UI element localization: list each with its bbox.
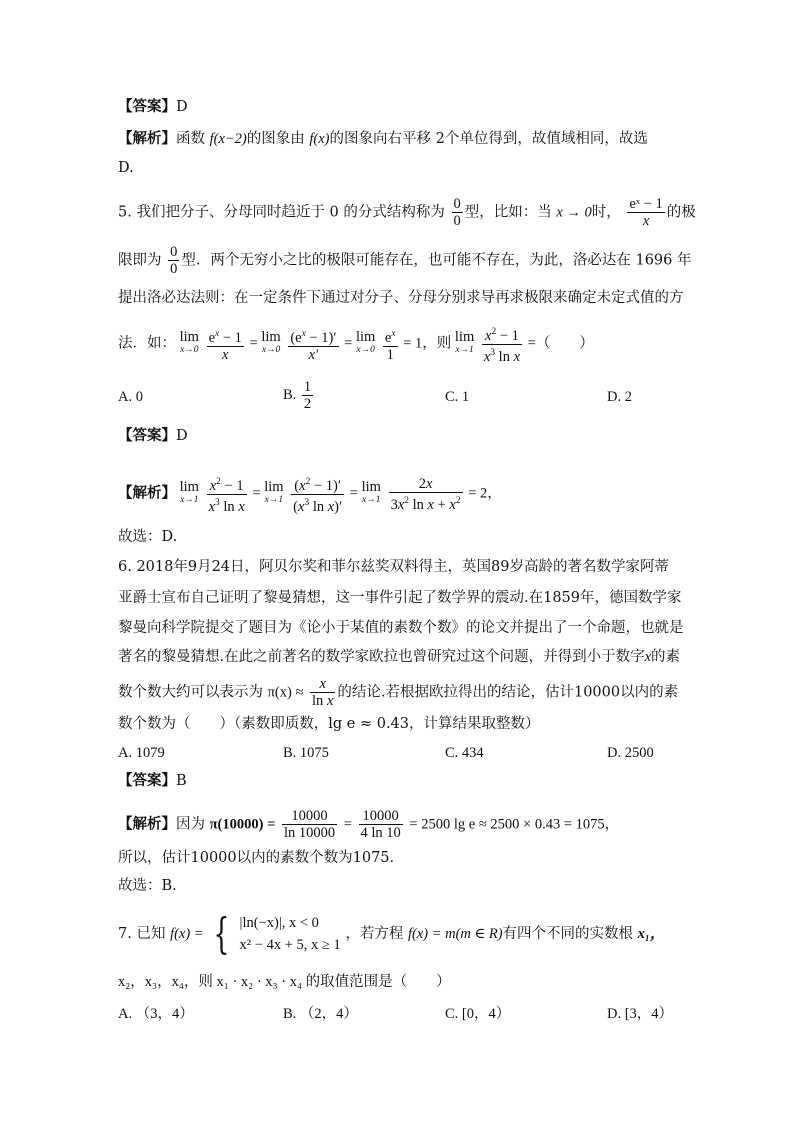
analysis-text: 的图象由 <box>246 131 305 147</box>
q5-conclusion: 故选：D. <box>118 529 178 545</box>
answer-value: B <box>176 773 187 789</box>
analysis-label: 【解析】 <box>118 131 176 147</box>
q7-option-a: A. （3，4） <box>118 1006 194 1022</box>
q6-analysis-line: 【解析】因为 π(10000) = $\frac{10000}{\ln 10000}$ = $\frac{10000}{4 \ln 10}$ = 2500 lg e ≈ 2500 × 0.43 = 1075， <box>118 808 620 841</box>
euler-fraction: $\frac{x}{\text{ln x}}$ <box>312 676 334 709</box>
function-expression: f(x) = <box>170 926 204 942</box>
question-text: =（ ） <box>527 335 594 352</box>
q4-analysis-tail: D. <box>118 160 134 176</box>
example-fraction <box>627 196 664 229</box>
q6-line5 <box>118 676 678 709</box>
fraction-numerator: 1 <box>303 379 312 395</box>
derivative-fraction: $\frac{(e^x - 1)'}{x'}$ <box>288 326 338 363</box>
q5-line2 <box>118 244 691 277</box>
piecewise-case: |ln(−x)|, x < 0 <box>239 915 319 931</box>
question-text: 数个数大约可以表示为 <box>118 684 263 701</box>
analysis-text: 函数 <box>176 131 205 147</box>
piecewise-case: x² − 4x + 5, x ≥ 1 <box>239 937 341 953</box>
q5-line1 <box>118 196 696 229</box>
question-text: 法．如： <box>118 335 176 352</box>
calc-fraction-1 <box>282 808 337 841</box>
q7-option-c: C. [0，4） <box>445 1006 511 1022</box>
analysis-text: 的图象向右平移 2个单位得到，故值域相同，故选 <box>329 131 648 147</box>
q6-line4 <box>118 647 680 667</box>
fraction-numerator: 0 <box>170 244 178 260</box>
question-text: 型，比如：当 <box>464 204 552 221</box>
fraction-denominator: 2 <box>303 396 312 412</box>
limit-operator: lim x→1 <box>264 479 284 506</box>
limit-operator: lim x→0 <box>355 329 376 356</box>
option-b-fraction <box>302 379 313 412</box>
q5-answer-line <box>118 426 188 446</box>
result-fraction: $\frac{2x}{3x^2 \ln x + x^2}$ <box>390 475 461 513</box>
fraction-denominator: ln 10000 <box>283 825 336 841</box>
q7-line2: x₂，x₃，x₄，则 x₁ · x₂ · x₃ · x₄ 的取值范围是（ ） <box>118 974 451 990</box>
q5-option-b <box>283 379 315 412</box>
q4-answer-line <box>118 97 188 117</box>
calc-fraction-2 <box>359 808 403 841</box>
question-text: 限即为 <box>118 252 162 269</box>
answer-value: D <box>176 99 188 115</box>
prime-counting-expression: π(10000) = <box>209 816 276 833</box>
limit-operator: lim x→1 <box>361 479 381 506</box>
piecewise-brace: { <box>213 909 230 958</box>
piecewise-cases <box>240 912 341 956</box>
question-text: 的极 <box>666 204 696 221</box>
variable: x <box>644 649 652 665</box>
q6-option-a: A. 1079 <box>118 745 165 761</box>
question-text: 有四个不同的实数根 <box>502 926 634 942</box>
answer-label: 【答案】 <box>118 428 176 444</box>
question-text: 时， <box>591 204 621 221</box>
limit-operator: lim x→0 <box>261 329 281 356</box>
q6-conclusion1: 所以，估计10000以内的素数个数为1075. <box>118 850 395 866</box>
derivative-fraction: $\frac{(x^2 - 1)'}{(x^3 \ln x)'}$ <box>291 474 344 515</box>
fraction-denominator: 0 <box>453 213 461 229</box>
fraction-denominator: 4 ln 10 <box>360 825 401 841</box>
q5-analysis-line: 【解析】 lim x→1 $\frac{x^2 - 1}{x^3 \ln x}$ = lim x→1 $\frac{(x^2 - 1)'}{(x^3 \ln x)'}$ = lim x→1 $\frac{2x}{3x^2 \ln x + x^2}$ = 2， <box>118 475 502 515</box>
option-label: B. <box>283 386 297 403</box>
q6-option-b: B. 1075 <box>283 745 329 761</box>
analysis-label: 【解析】 <box>118 816 176 833</box>
question-text: 的素 <box>651 649 681 665</box>
question-text: 7. 已知 <box>118 926 166 942</box>
zero-over-zero-fraction <box>452 196 463 229</box>
fraction-numerator: 10000 <box>359 808 403 825</box>
fraction-denominator: 0 <box>170 261 178 277</box>
function-expression: f(x) <box>309 131 330 147</box>
q6-option-c: C. 434 <box>445 745 484 761</box>
q6-option-d: D. 2500 <box>607 745 654 761</box>
limit-operator: lim x→1 <box>179 479 199 506</box>
zero-over-zero-fraction <box>168 244 179 277</box>
question-text: 5. 我们把分子、分母同时趋近于 0 的分式结构称为 <box>118 204 445 221</box>
q5-option-c: C. 1 <box>445 389 470 405</box>
q7-option-b: B. （2，4） <box>283 1006 358 1022</box>
question-text: ，若方程 <box>345 926 404 942</box>
question-text: 的结论.若根据欧拉得出的结论，估计10000以内的素 <box>337 684 679 701</box>
q7-line1 <box>118 909 665 958</box>
q6-conclusion2: 故选：B. <box>118 878 177 894</box>
question-text: 型．两个无穷小之比的极限可能存在，也可能不存在，为此，洛必达在 1696 年 <box>181 252 692 269</box>
question-text: ，则 <box>422 335 452 352</box>
q5-option-d: D. 2 <box>607 389 632 405</box>
q6-line1: 6. 2018年9月24日，阿贝尔奖和菲尔兹奖双料得主，英国89岁高龄的著名数学家阿蒂 <box>118 559 669 575</box>
function-expression: f(x−2) <box>209 131 247 147</box>
q6-line3: 黎曼向科学院提交了题目为《论小于某值的素数个数》的论文并提出了一个命题，也就是 <box>118 620 684 636</box>
q5-option-a: A. 0 <box>118 389 143 405</box>
q5-line4: 法．如： lim x→0 $\frac{e^x - 1}{x}$ = lim x→0 $\frac{(e^x - 1)'}{x'}$ = lim x→0 $\frac{e^x}{1}$ = 1，则 lim x→1 $\frac{x^2 - 1}{x^3 \ln x}$ =（ ） <box>118 324 594 365</box>
answer-label: 【答案】 <box>118 99 176 115</box>
fraction-numerator: 10000 <box>282 808 337 825</box>
analysis-result: = 2， <box>468 485 502 502</box>
fraction-numerator: eˣ − 1 <box>629 196 663 212</box>
analysis-result: = 2500 lg e ≈ 2500 × 0.43 = 1075， <box>409 816 620 833</box>
q7-option-d: D. [3，4） <box>607 1006 674 1022</box>
q4-analysis-line <box>118 129 648 149</box>
analysis-label: 【解析】 <box>118 485 176 502</box>
limit-operator: lim x→1 <box>454 329 475 356</box>
q5-line3: 提出洛必达法则：在一定条件下通过对分子、分母分别求导再求极限来确定未定式值的方 <box>118 290 684 306</box>
analysis-text: 因为 <box>176 816 205 833</box>
answer-value: D <box>176 428 188 444</box>
limit-condition: x → 0 <box>556 204 592 221</box>
variable: x₁， <box>637 926 665 942</box>
q6-line6: 数个数为（ ）（素数即质数，lg e ≈ 0.43，计算结果取整数） <box>118 716 540 732</box>
equation: f(x) = m(m ∈ R) <box>407 926 503 942</box>
result-fraction: $\frac{e^x}{1}$ <box>383 326 398 363</box>
limit-value: = 1 <box>403 335 423 352</box>
limit-fraction: $\frac{e^x - 1}{x}$ <box>207 326 244 363</box>
question-text: 著名的黎曼猜想.在此之前著名的数学家欧拉也曾研究过这个问题，并得到小于数字 <box>118 649 645 665</box>
limit-operator: lim x→0 <box>179 329 199 356</box>
fraction-numerator: 0 <box>453 196 461 212</box>
prime-counting-expression: π(x) ≈ <box>267 684 304 701</box>
answer-label: 【答案】 <box>118 773 176 789</box>
target-fraction: $\frac{x^2 - 1}{x^3 \ln x}$ <box>482 324 522 365</box>
q6-line2: 亚爵士宣布自己证明了黎曼猜想，这一事件引起了数学界的震动.在1859年，德国数学家 <box>118 590 682 606</box>
fraction-denominator: x <box>642 213 650 229</box>
q6-answer-line <box>118 771 187 791</box>
target-fraction: $\frac{x^2 - 1}{x^3 \ln x}$ <box>207 474 247 515</box>
